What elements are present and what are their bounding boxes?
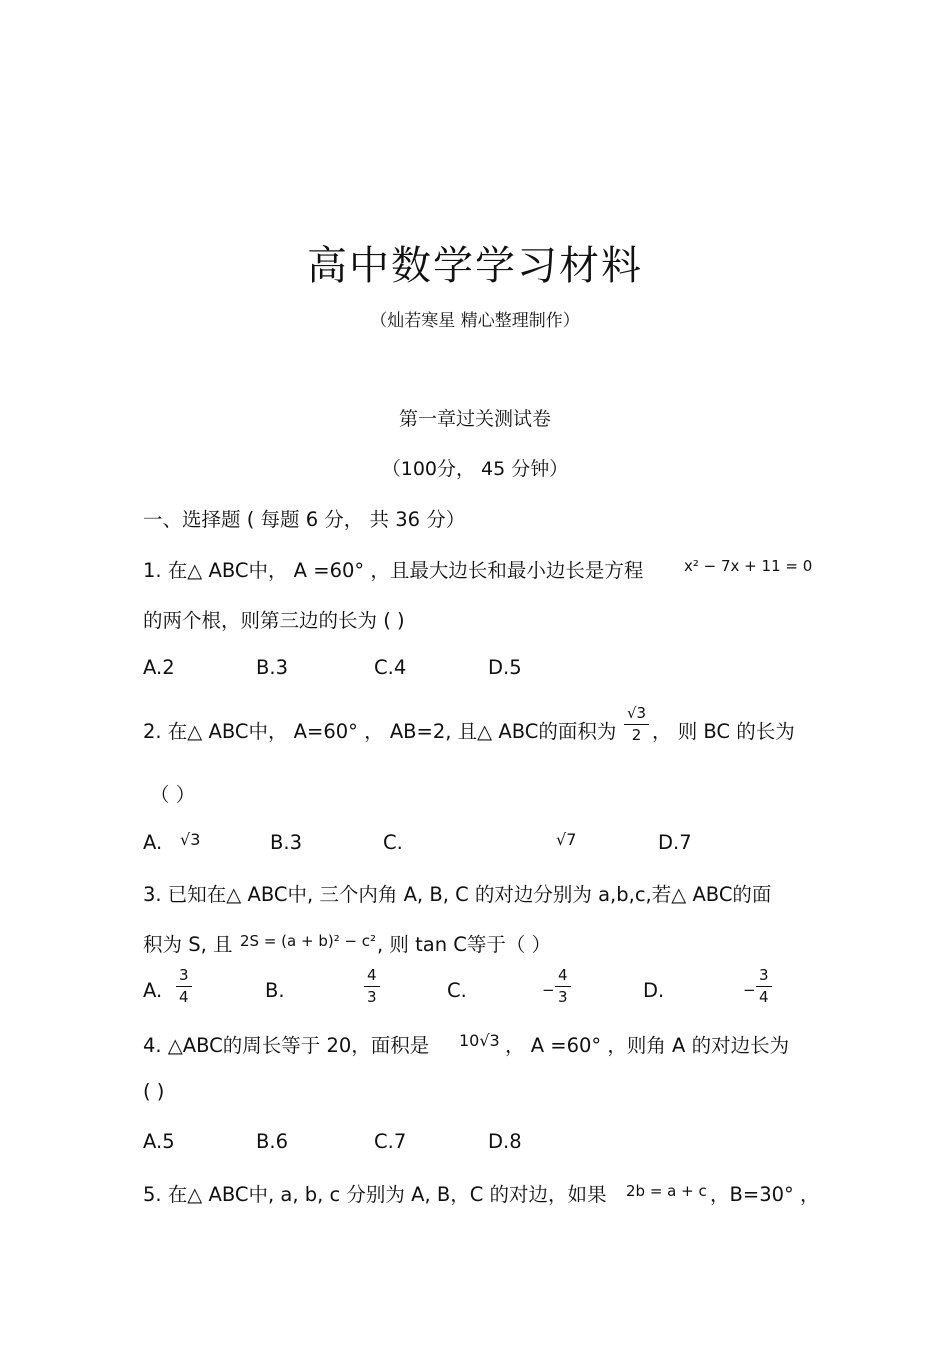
question-3-option-c: C.: [447, 979, 467, 1002]
question-2-option-a: A.: [143, 831, 163, 854]
fraction-numerator: 3: [176, 968, 192, 987]
fraction-numerator: 3: [756, 968, 772, 987]
minus-sign: −: [542, 981, 555, 999]
fraction-denominator: 4: [179, 988, 189, 1006]
question-3-option-d-value: [756, 968, 772, 1005]
question-4-line-1-tail: ， A =60° ，则角 A 的对边长为: [505, 1034, 790, 1057]
question-3-line-2-start: 积为 S, 且: [143, 933, 233, 956]
question-1-text: 1. 在△ ABC中， A =60° ，且最大边长和最小边长是方程: [143, 559, 644, 582]
fraction-denominator: 3: [558, 988, 568, 1006]
question-3-option-b-value: [364, 968, 380, 1005]
question-1-option-b: B.3: [256, 656, 288, 679]
section-heading: 一、选择题 ( 每题 6 分， 共 36 分）: [143, 508, 466, 531]
question-3-option-d: D.: [643, 979, 665, 1002]
question-4-option-b: B.6: [256, 1130, 288, 1153]
question-5-equation: 2b = a + c: [626, 1182, 707, 1200]
page-subtitle: （灿若寒星 精心整理制作）: [370, 311, 580, 331]
question-1-option-a: A.2: [143, 656, 175, 679]
question-4-option-c: C.7: [374, 1130, 407, 1153]
question-3-line-2-tail: , 则 tan C等于（ ）: [377, 933, 552, 956]
question-2-option-c: C.: [383, 831, 403, 854]
fraction-denominator: 2: [631, 726, 642, 744]
question-3-option-c-value: [555, 968, 571, 1005]
question-2-option-a-value: √3: [180, 830, 201, 849]
question-1-equation: x² − 7x + 11 = 0: [684, 557, 813, 575]
question-5-line-1-tail: ，B=30° ，: [710, 1183, 820, 1206]
question-4-line-2: ( ): [143, 1080, 165, 1103]
exam-duration: （100分， 45 分钟）: [381, 458, 569, 480]
question-2-line-2: （ ）: [150, 783, 196, 806]
question-3-line-1: 3. 已知在△ ABC中, 三个内角 A, B, C 的对边分别为 a,b,c,若△ ABC的面: [143, 883, 772, 906]
question-3-option-b: B.: [265, 979, 285, 1002]
question-2-area-fraction: [624, 706, 649, 743]
question-1-line-2: 的两个根，则第三边的长为 ( ): [143, 609, 405, 632]
question-2-tail: ， 则 BC 的长为: [652, 720, 795, 743]
fraction-numerator: √3: [624, 706, 649, 725]
question-2-option-b: B.3: [270, 831, 302, 854]
question-4-area-value: 10√3: [459, 1031, 500, 1050]
question-5-line-1: 5. 在△ ABC中, a, b, c 分别为 A, B，C 的对边，如果: [143, 1183, 607, 1206]
fraction-numerator: 4: [364, 968, 380, 987]
page-title: 高中数学学习材料: [307, 243, 643, 289]
fraction-numerator: 4: [555, 968, 571, 987]
chapter-title: 第一章过关测试卷: [398, 408, 551, 430]
question-2-option-d: D.7: [658, 831, 692, 854]
question-2-option-c-value: √7: [556, 830, 577, 849]
question-1-option-d: D.5: [488, 656, 522, 679]
fraction-denominator: 4: [759, 988, 769, 1006]
fraction-denominator: 3: [367, 988, 377, 1006]
question-3-option-a: A.: [143, 979, 163, 1002]
question-1-line-1: [143, 555, 643, 583]
question-3-equation: 2S = (a + b)² − c²: [240, 932, 377, 950]
question-4-option-d: D.8: [488, 1130, 522, 1153]
minus-sign: −: [743, 981, 756, 999]
question-1-option-c: C.4: [374, 656, 407, 679]
question-4-line-1: 4. △ABC的周长等于 20，面积是: [143, 1034, 430, 1057]
question-4-option-a: A.5: [143, 1130, 175, 1153]
question-3-option-a-value: [176, 968, 192, 1005]
question-2-text: 2. 在△ ABC中， A=60° ， AB=2, 且△ ABC的面积为: [143, 720, 617, 743]
